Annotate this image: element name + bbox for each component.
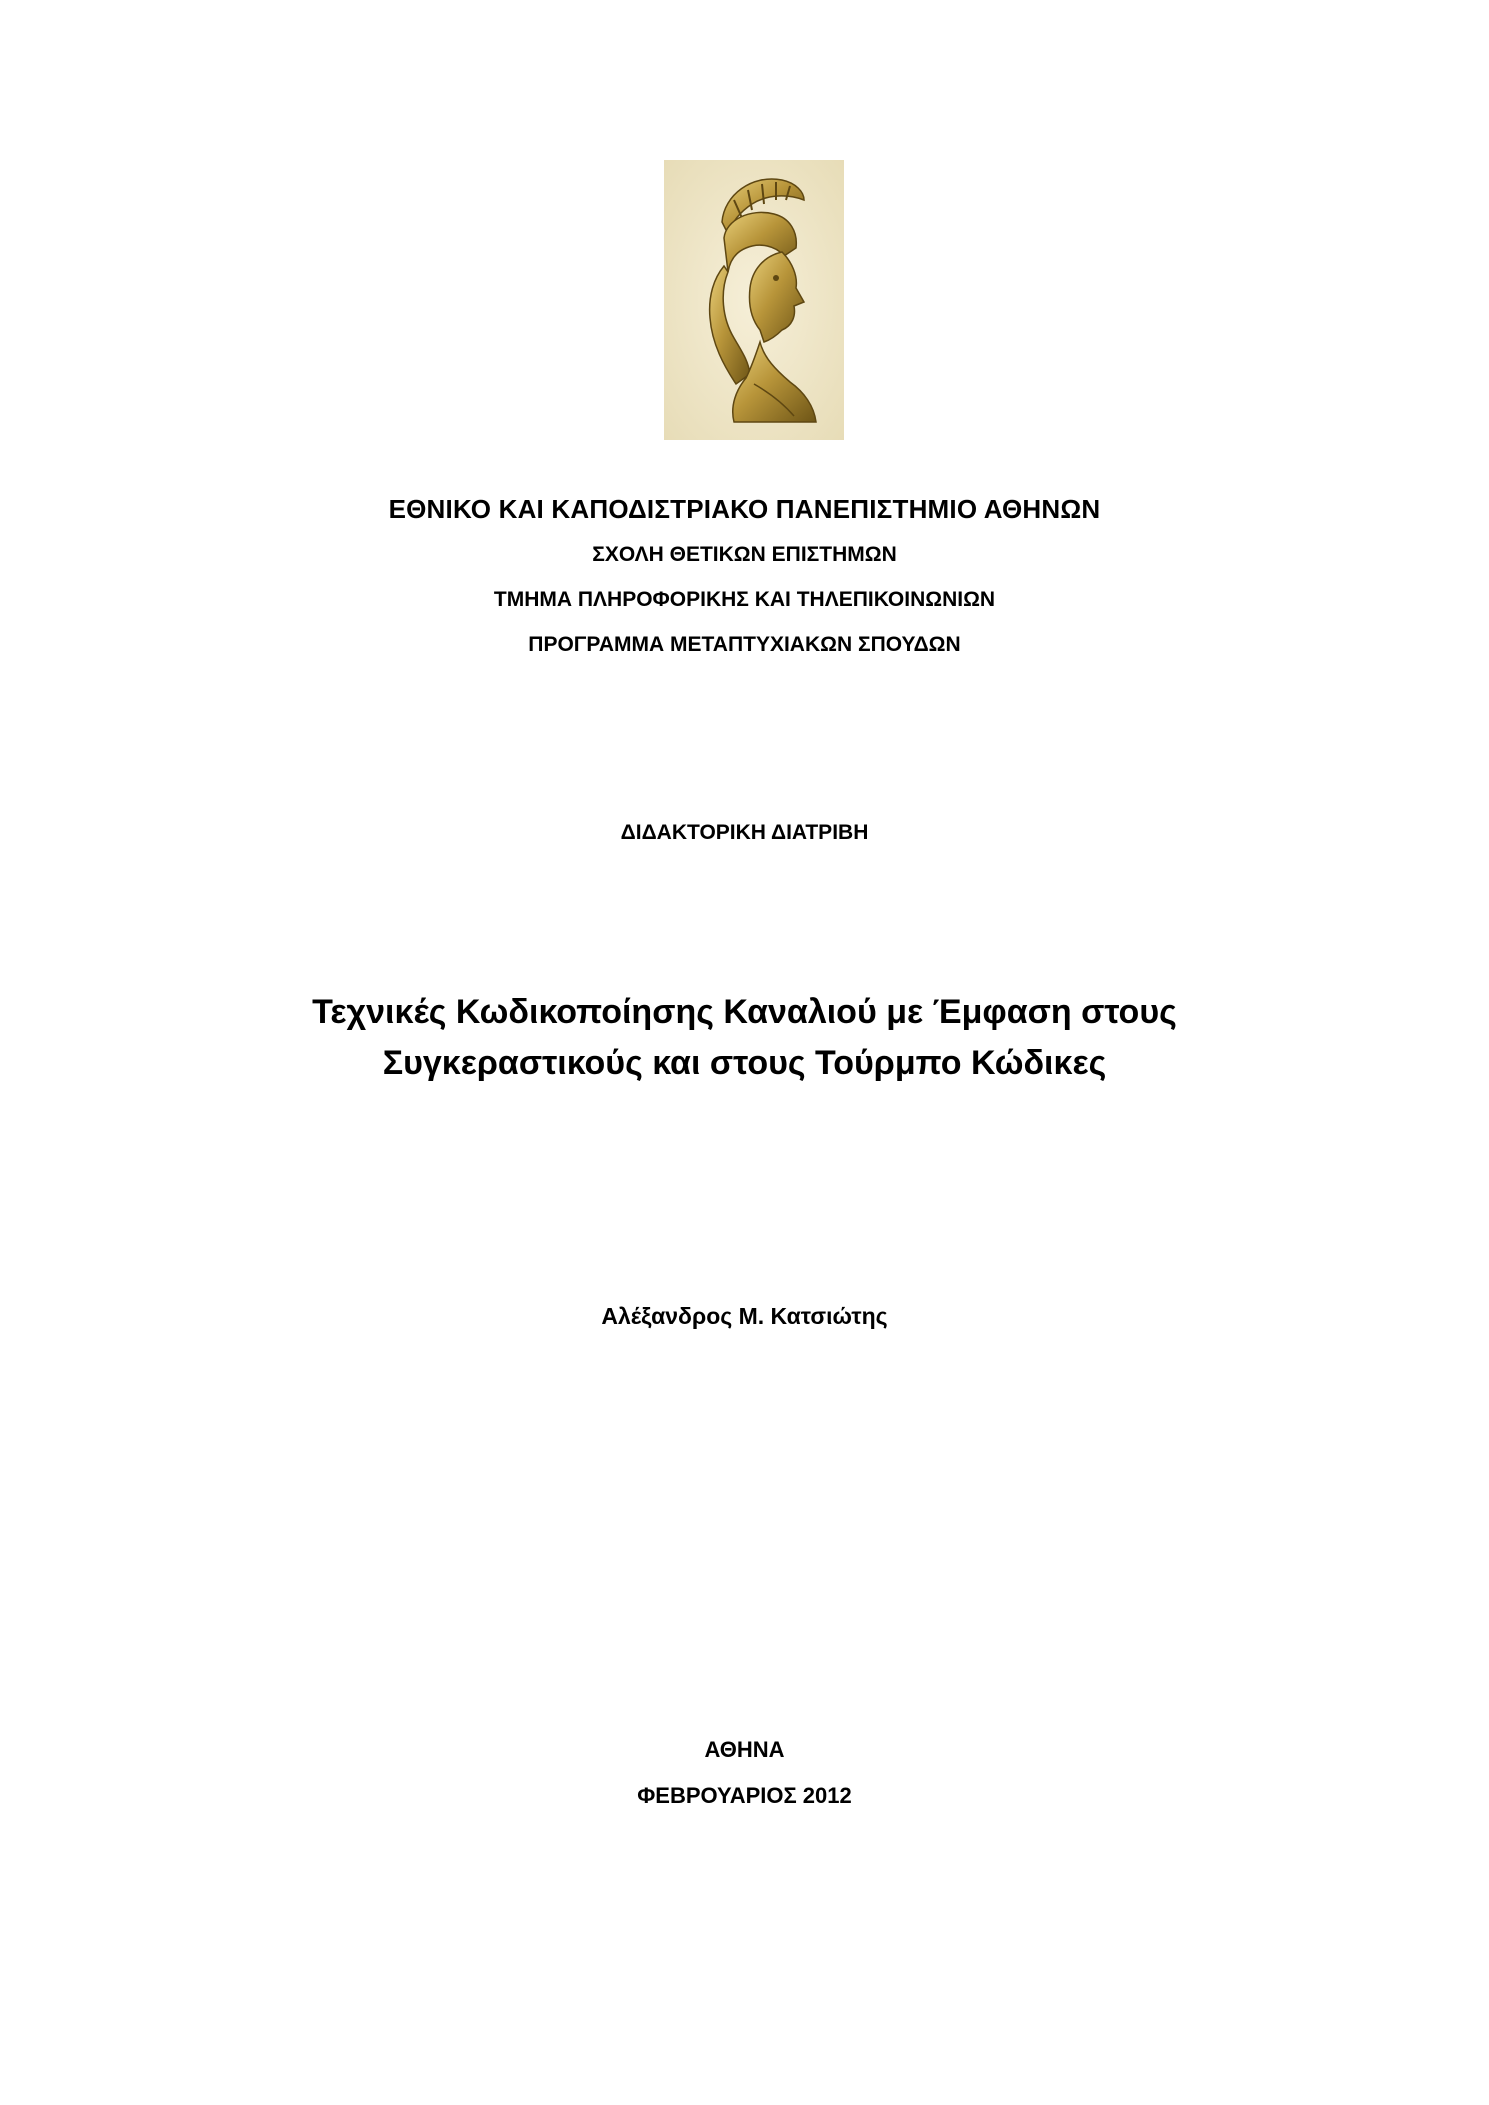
thesis-type: ΔΙΔΑΚΤΟΡΙΚΗ ΔΙΑΤΡΙΒΗ (620, 821, 869, 844)
thesis-title-line-1: Τεχνικές Κωδικοποίησης Καναλιού με Έμφαση στους (312, 993, 1177, 1031)
author-name: Αλέξανδρος Μ. Κατσιώτης (601, 1303, 888, 1329)
university-name: ΕΘΝΙΚΟ ΚΑΙ ΚΑΠΟΔΙΣΤΡΙΑΚΟ ΠΑΝΕΠΙΣΤΗΜΙΟ ΑΘΗΝΩΝ (388, 494, 1101, 524)
athena-helmet-emblem-icon (664, 160, 844, 440)
program-name: ΠΡΟΓΡΑΜΜΑ ΜΕΤΑΠΤΥΧΙΑΚΩΝ ΣΠΟΥΔΩΝ (528, 633, 961, 656)
department-name: ΤΜΗΜΑ ΠΛΗΡΟΦΟΡΙΚΗΣ ΚΑΙ ΤΗΛΕΠΙΚΟΙΝΩΝΙΩΝ (493, 588, 996, 611)
date: ΦΕΒΡΟΥΑΡΙΟΣ 2012 (637, 1783, 852, 1808)
thesis-title-line-2: Συγκεραστικούς και στους Τούρμπο Κώδικες (382, 1044, 1107, 1082)
city: ΑΘΗΝΑ (704, 1737, 785, 1762)
school-name: ΣΧΟΛΗ ΘΕΤΙΚΩΝ ΕΠΙΣΤΗΜΩΝ (592, 543, 897, 566)
